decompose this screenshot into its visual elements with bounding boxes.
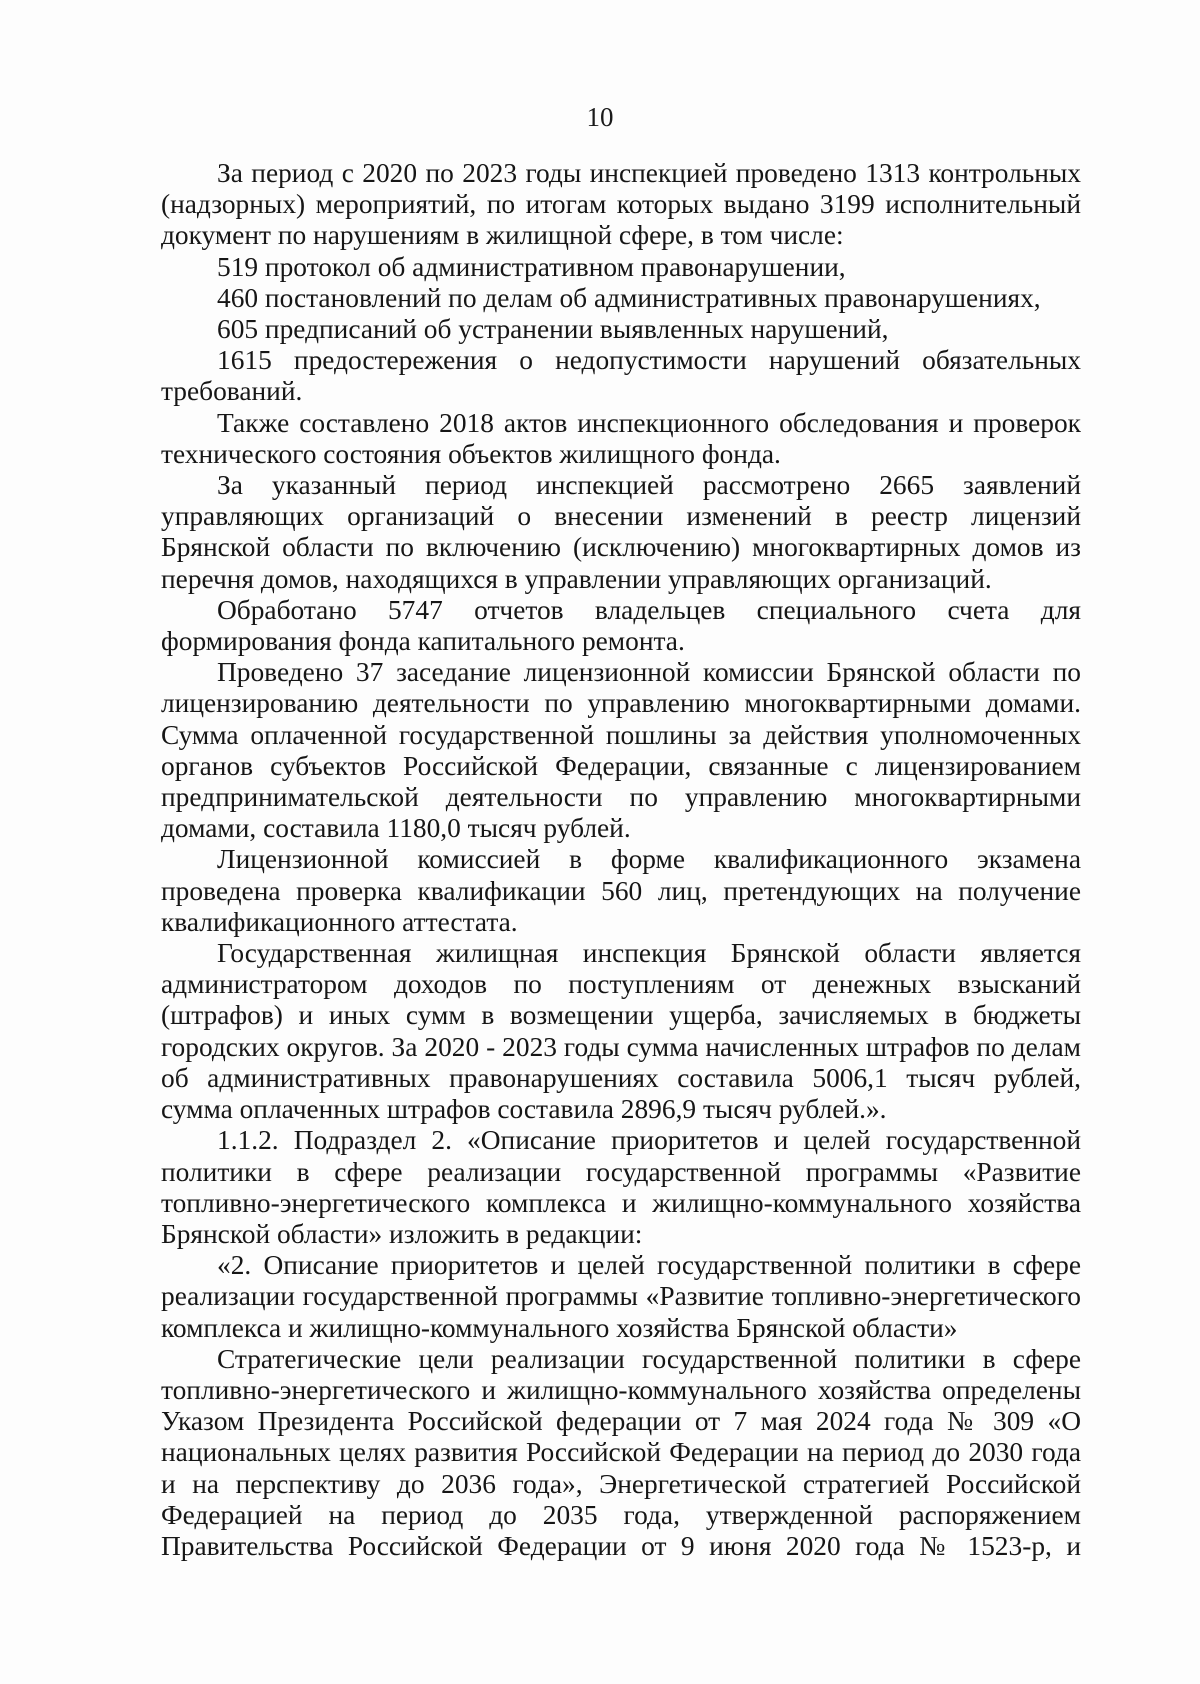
paragraph: 605 предписаний об устранении выявленных нарушений, xyxy=(217,314,889,345)
page-number: 10 xyxy=(586,102,614,132)
paragraph: За указанный период инспекцией рассмотрено 2665 заявлений управляющих организаций о внесении изменений в реестр лицензий Брянской области по включению (исключению) многоквартирных домов из перечня домов, находящихся в управлении управляющих организаций. xyxy=(161,470,1081,594)
paragraph: Лицензионной комиссией в форме квалификационного экзамена проведена проверка квалификации 560 лиц, претендующих на получение квалификационного аттестата. xyxy=(161,844,1081,937)
paragraph: Обработано 5747 отчетов владельцев специального счета для формирования фонда капитального ремонта. xyxy=(161,594,1081,657)
paragraph: 1615 предостережения о недопустимости нарушений обязательных требований. xyxy=(161,345,1081,407)
document-body xyxy=(161,158,1081,1562)
paragraph: 460 постановлений по делам об административных правонарушениях, xyxy=(217,282,1041,313)
paragraph: Проведено 37 заседание лицензионной комиссии Брянской области по лицензированию деятельности по управлению многоквартирными домами. Сумма оплаченной государственной пошлины за действия уполномоченных органов субъектов Российской Федерации, связанные с лицензированием предпринимательской деятельности по управлению многоквартирными домами, составила 1180,0 тысяч рублей. xyxy=(161,657,1081,844)
paragraph: Государственная жилищная инспекция Брянской области является администратором доходов по поступлениям от денежных взысканий (штрафов) и иных сумм в возмещении ущерба, зачисляемых в бюджеты городских округов. За 2020 - 2023 годы сумма начисленных штрафов по делам об административных правонарушениях составила 5006,1 тысяч рублей, сумма оплаченных штрафов составила 2896,9 тысяч рублей.». xyxy=(161,938,1081,1125)
paragraph: За период с 2020 по 2023 годы инспекцией проведено 1313 контрольных (надзорных) мероприятий, по итогам которых выдано 3199 исполнительный документ по нарушениям в жилищной сфере, в том числе: xyxy=(161,158,1081,251)
paragraph: 519 протокол об административном правонарушении, xyxy=(217,251,846,282)
paragraph: «2. Описание приоритетов и целей государственной политики в сфере реализации государственной программы «Развитие топливно-энергетического комплекса и жилищно-коммунального хозяйства Брянской области» xyxy=(161,1250,1081,1343)
paragraph: 1.1.2. Подраздел 2. «Описание приоритетов и целей государственной политики в сфере реализации государственной программы «Развитие топливно-энергетического комплекса и жилищно-коммунального хозяйства Брянской области» изложить в редакции: xyxy=(161,1125,1081,1249)
paragraph: Стратегические цели реализации государственной политики в сфере топливно-энергетического и жилищно-коммунального хозяйства определены Указом Президента Российской федерации от 7 мая 2024 года № 309 «О национальных целях развития Российской Федерации на период до 2030 года и на перспективу до 2036 года», Энергетической стратегией Российской Федерацией на период до 2035 года, утвержденной распоряжением Правительства Российской Федерации от 9 июня 2020 года № 1523-р, и xyxy=(161,1343,1081,1561)
paragraph: Также составлено 2018 актов инспекционного обследования и проверок технического состояния объектов жилищного фонда. xyxy=(161,407,1081,469)
